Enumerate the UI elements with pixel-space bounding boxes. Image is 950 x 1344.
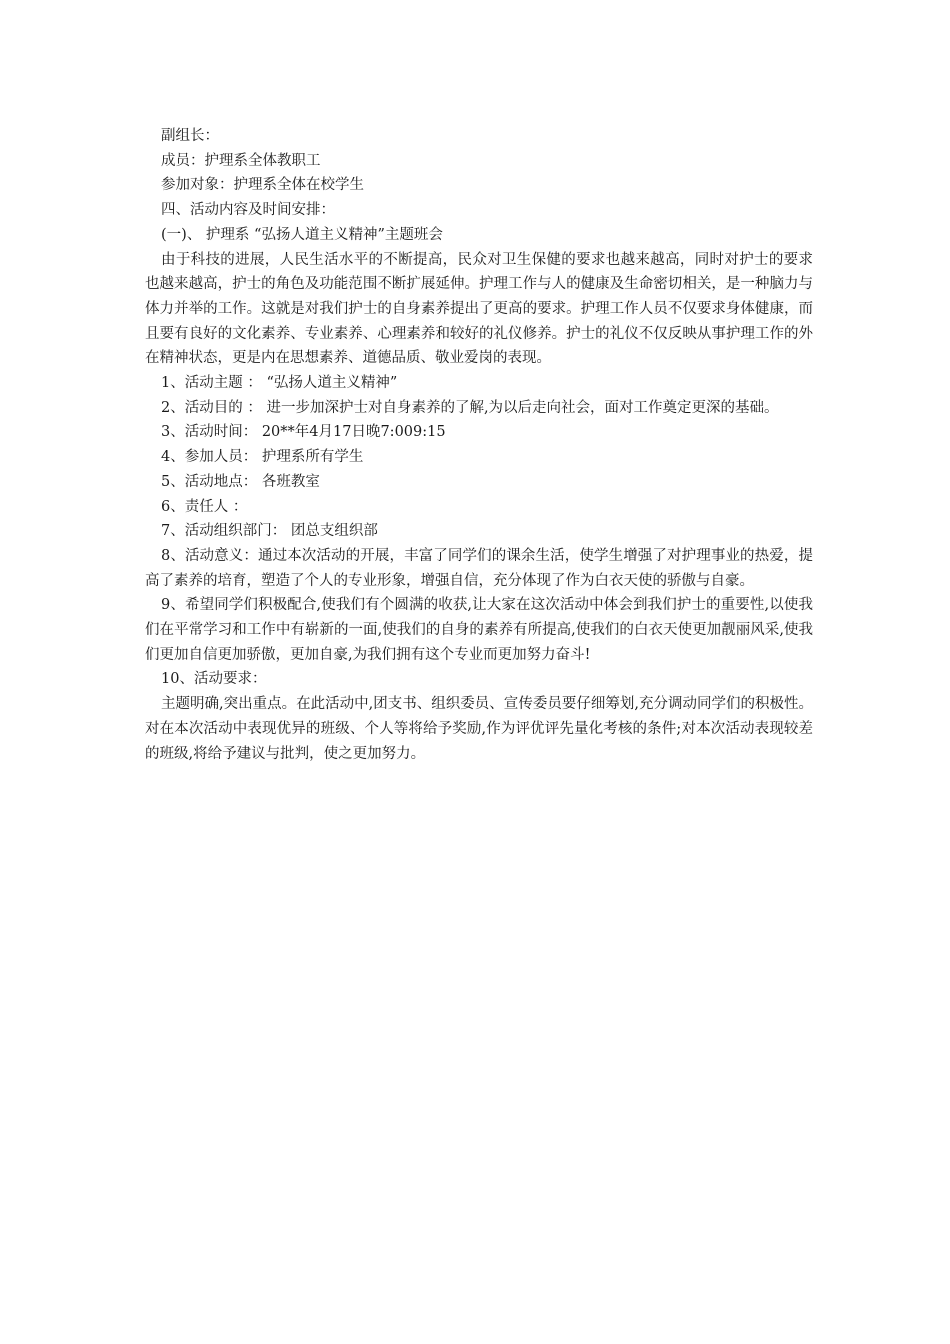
item-activity-time: 3、活动时间： 20**年4月17日晚7:009:15 — [161, 424, 446, 441]
paragraph-members: 成员：护理系全体教职工 — [161, 152, 321, 169]
item-activity-purpose: 2、活动目的 ： 进一步加深护士对自身素养的了解,为以后走向社会，面对工作奠定更深的基础。 — [161, 399, 779, 416]
section-heading-activity-content: 四、活动内容及时间安排： — [161, 202, 335, 219]
item-attendees: 4、参加人员： 护理系所有学生 — [161, 449, 364, 466]
item-organizer: 7、活动组织部门： 团总支组织部 — [161, 523, 378, 540]
item-hope: 9、希望同学们积极配合,使我们有个圆满的收获,让大家在这次活动中体会到我们护士的重要性,以使我们在平常学习和工作中有崭新的一面,使我们的自身的素养有所提高,使我们的白衣天使更加靓丽风采,使我们更加自信更加骄傲，更加自豪,为我们拥有这个专业而更加努力奋斗! — [145, 597, 813, 663]
item-requirements-heading: 10、活动要求： — [161, 671, 267, 688]
paragraph-requirements: 主题明确,突出重点。在此活动中,团支书、组织委员、宣传委员要仔细筹划,充分调动同学们的积极性。对在本次活动中表现优异的班级、个人等将给予奖励,作为评优评先量化考核的条件;对本次活动表现较差的班级,将给予建议与批判，使之更加努力。 — [145, 696, 813, 762]
item-activity-theme: 1、活动主题 ： “弘扬人道主义精神” — [161, 375, 398, 392]
paragraph-background: 由于科技的进展，人民生活水平的不断提高，民众对卫生保健的要求也越来越高，同时对护士的要求也越来越高，护士的角色及功能范围不断扩展延伸。护理工作与人的健康及生命密切相关，是一种脑力与体力并举的工作。这就是对我们护士的自身素养提出了更高的要求。护理工作人员不仅要求身体健康，而且要有良好的文化素养、专业素养、心理素养和较好的礼仪修养。护士的礼仪不仅反映从事护理工作的外在精神状态，更是内在思想素养、道德品质、敬业爱岗的表现。 — [145, 251, 813, 367]
item-responsible-person: 6、责任人 ： — [161, 498, 248, 515]
item-significance: 8、活动意义：通过本次活动的开展，丰富了同学们的课余生活，使学生增强了对护理事业的热爱，提高了素养的培育，塑造了个人的专业形象，增强自信，充分体现了作为白衣天使的骄傲与自豪。 — [145, 547, 813, 589]
document-body — [145, 124, 813, 766]
item-location: 5、活动地点： 各班教室 — [161, 473, 320, 490]
subsection-heading-class-meeting: (一)、 护理系 “弘扬人道主义精神”主题班会 — [161, 226, 443, 243]
paragraph-participants: 参加对象：护理系全体在校学生 — [161, 177, 364, 194]
paragraph-deputy-leader: 副组长： — [161, 128, 219, 144]
